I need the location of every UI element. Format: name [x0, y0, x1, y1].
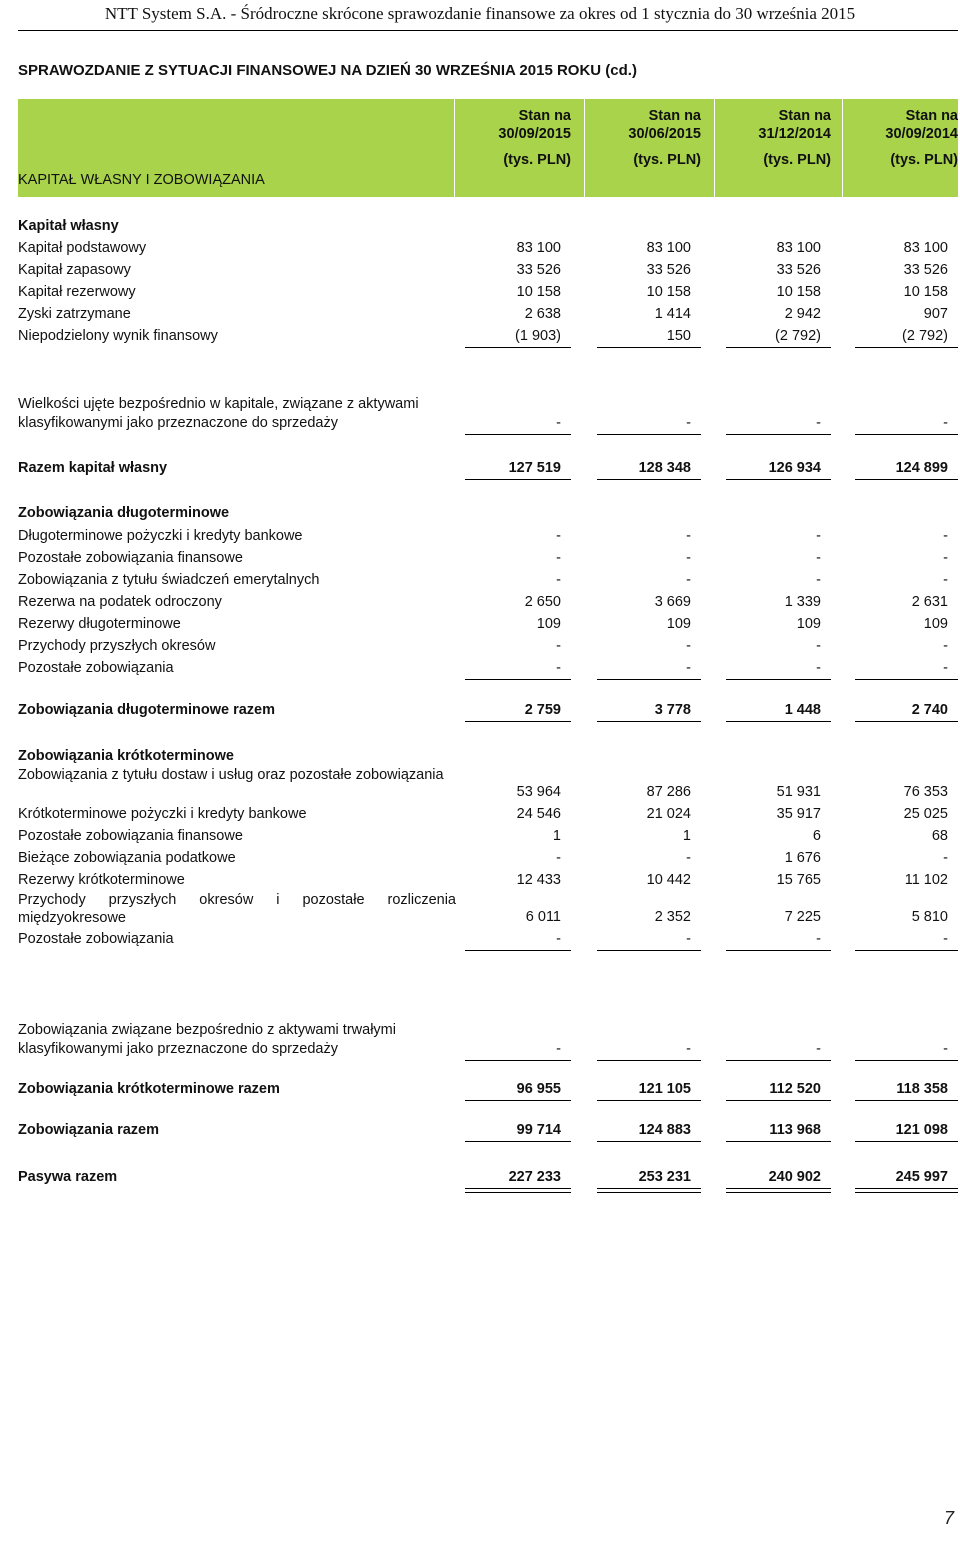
cell-value: 227 233 — [508, 1169, 561, 1185]
row-label: Zobowiązania z tytułu świadczeń emerytalnych — [18, 572, 320, 588]
column-header — [848, 107, 958, 168]
row-label: Zyski zatrzymane — [18, 306, 131, 322]
section-heading: Zobowiązania krótkoterminowe — [18, 748, 234, 764]
cell-value: (1 903) — [515, 328, 561, 344]
total-double-underline — [597, 1188, 701, 1193]
cell-value: 87 286 — [646, 784, 691, 800]
section-heading: Razem kapitał własny — [18, 460, 168, 476]
cell-value: - — [943, 931, 948, 947]
cell-value: - — [686, 850, 691, 866]
column-divider — [842, 99, 843, 197]
cell-value: (2 792) — [775, 328, 821, 344]
cell-value: 126 934 — [768, 460, 821, 476]
row-label-continued: klasyfikowanymi jako przeznaczone do sprzedaży — [18, 1041, 338, 1057]
cell-value: 24 546 — [516, 806, 561, 822]
cell-value: - — [943, 528, 948, 544]
column-header — [591, 107, 701, 168]
cell-value: 33 526 — [646, 262, 691, 278]
subtotal-underline — [726, 479, 831, 480]
row-label: Przychody przyszłych okresów — [18, 638, 216, 654]
subtotal-underline — [597, 950, 701, 951]
row-label: Zobowiązania związane bezpośrednio z aktywami trwałymi — [18, 1022, 396, 1038]
section-heading: Zobowiązania krótkoterminowe razem — [18, 1081, 280, 1097]
cell-value: - — [556, 638, 561, 654]
subtotal-underline — [465, 721, 571, 722]
section-heading: Kapitał własny — [18, 218, 119, 234]
cell-value: 112 520 — [769, 1081, 821, 1097]
cell-value: - — [816, 931, 821, 947]
subtotal-underline — [465, 950, 571, 951]
cell-value: - — [686, 572, 691, 588]
column-header-line: 31/12/2014 — [758, 126, 831, 142]
cell-value: 83 100 — [516, 240, 561, 256]
row-label: Długoterminowe pożyczki i kredyty bankowe — [18, 528, 303, 544]
cell-value: 3 669 — [654, 594, 691, 610]
column-header-line: 30/09/2014 — [885, 126, 958, 142]
cell-value: 1 — [682, 828, 691, 844]
subtotal-underline — [465, 679, 571, 680]
cell-value: 2 631 — [911, 594, 948, 610]
subtotal-underline — [465, 1141, 571, 1142]
cell-value: - — [816, 572, 821, 588]
cell-value: - — [943, 638, 948, 654]
cell-value: 2 650 — [524, 594, 561, 610]
cell-value: 25 025 — [903, 806, 948, 822]
cell-value: 53 964 — [516, 784, 561, 800]
cell-value: 124 899 — [895, 460, 948, 476]
cell-value: 10 158 — [903, 284, 948, 300]
cell-value: 35 917 — [776, 806, 821, 822]
subtotal-underline — [726, 1100, 831, 1101]
subtotal-underline — [855, 950, 958, 951]
cell-value: 6 011 — [525, 909, 561, 925]
cell-value: 127 519 — [508, 460, 561, 476]
section-heading: Zobowiązania długoterminowe — [18, 505, 230, 521]
column-divider — [584, 99, 585, 197]
cell-value: 10 158 — [776, 284, 821, 300]
row-label: Pozostałe zobowiązania finansowe — [18, 550, 243, 566]
subtotal-underline — [597, 679, 701, 680]
cell-value: 33 526 — [903, 262, 948, 278]
cell-value: - — [556, 572, 561, 588]
cell-value: 2 759 — [524, 702, 561, 718]
subtotal-underline — [726, 721, 831, 722]
cell-value: 150 — [666, 328, 691, 344]
row-label: Niepodzielony wynik finansowy — [18, 328, 218, 344]
subtotal-underline — [855, 479, 958, 480]
cell-value: 3 778 — [654, 702, 691, 718]
cell-value: - — [686, 1041, 691, 1057]
row-label: Rezerwa na podatek odroczony — [18, 594, 222, 610]
cell-value: - — [686, 638, 691, 654]
row-label: Kapitał rezerwowy — [18, 284, 136, 300]
cell-value: 83 100 — [646, 240, 691, 256]
cell-value: 76 353 — [903, 784, 948, 800]
cell-value: - — [556, 1041, 561, 1057]
subtotal-underline — [465, 347, 571, 348]
column-divider — [454, 99, 455, 197]
cell-value: 128 348 — [638, 460, 691, 476]
cell-value: - — [816, 415, 821, 431]
cell-value: 240 902 — [768, 1169, 821, 1185]
column-header-unit: (tys. PLN) — [633, 152, 701, 168]
cell-value: - — [816, 528, 821, 544]
cell-value: 124 883 — [638, 1122, 691, 1138]
cell-value: 68 — [931, 828, 948, 844]
cell-value: 6 — [812, 828, 821, 844]
cell-value: 245 997 — [895, 1169, 948, 1185]
subtotal-underline — [465, 434, 571, 435]
subtotal-underline — [597, 1141, 701, 1142]
subtotal-underline — [726, 347, 831, 348]
cell-value: 21 024 — [646, 806, 691, 822]
cell-value: 109 — [666, 616, 691, 632]
cell-value: - — [816, 1041, 821, 1057]
cell-value: - — [943, 572, 948, 588]
cell-value: 2 740 — [911, 702, 948, 718]
cell-value: 253 231 — [638, 1169, 691, 1185]
column-divider — [714, 99, 715, 197]
cell-value: 99 714 — [516, 1122, 561, 1138]
row-label: Wielkości ujęte bezpośrednio w kapitale, związane z aktywami — [18, 396, 419, 412]
column-header — [721, 107, 831, 168]
cell-value: - — [686, 550, 691, 566]
row-label: Pozostałe zobowiązania — [18, 931, 174, 947]
cell-value: 1 676 — [784, 850, 821, 866]
cell-value: 10 158 — [646, 284, 691, 300]
subtotal-underline — [597, 721, 701, 722]
row-label: Krótkoterminowe pożyczki i kredyty bankowe — [18, 806, 307, 822]
section-heading: Pasywa razem — [18, 1169, 118, 1185]
section-label: KAPITAŁ WŁASNY I ZOBOWIĄZANIA — [18, 172, 265, 188]
cell-value: - — [816, 550, 821, 566]
row-label: Pozostałe zobowiązania finansowe — [18, 828, 243, 844]
column-header-unit: (tys. PLN) — [503, 152, 571, 168]
row-label: Przychody przyszłych okresów i pozostałe rozliczenia międzyokresowe — [18, 892, 456, 926]
row-label: Kapitał zapasowy — [18, 262, 131, 278]
cell-value: 83 100 — [776, 240, 821, 256]
cell-value: 1 339 — [784, 594, 821, 610]
column-header-unit: (tys. PLN) — [890, 152, 958, 168]
total-double-underline — [726, 1188, 831, 1193]
column-header-line: 30/06/2015 — [628, 126, 701, 142]
subtotal-underline — [855, 1060, 958, 1061]
subtotal-underline — [855, 434, 958, 435]
row-label: Bieżące zobowiązania podatkowe — [18, 850, 236, 866]
cell-value: 33 526 — [776, 262, 821, 278]
statement-title: SPRAWOZDANIE Z SYTUACJI FINANSOWEJ NA DZIEŃ 30 WRZEŚNIA 2015 ROKU (cd.) — [18, 62, 637, 79]
cell-value: - — [686, 660, 691, 676]
subtotal-underline — [465, 1100, 571, 1101]
column-header-line: Stan na — [648, 108, 701, 124]
cell-value: 2 638 — [524, 306, 561, 322]
cell-value: 2 352 — [654, 909, 691, 925]
cell-value: - — [556, 415, 561, 431]
row-label: Kapitał podstawowy — [18, 240, 147, 256]
cell-value: 118 358 — [896, 1081, 948, 1097]
subtotal-underline — [855, 1141, 958, 1142]
cell-value: 1 448 — [784, 702, 821, 718]
row-label: Rezerwy krótkoterminowe — [18, 872, 185, 888]
cell-value: 7 225 — [784, 909, 821, 925]
cell-value: 96 955 — [516, 1081, 561, 1097]
subtotal-underline — [855, 347, 958, 348]
column-header-line: Stan na — [518, 108, 571, 124]
subtotal-underline — [465, 479, 571, 480]
cell-value: - — [556, 528, 561, 544]
row-label: Pozostałe zobowiązania — [18, 660, 174, 676]
column-header-unit: (tys. PLN) — [763, 152, 831, 168]
cell-value: 113 968 — [769, 1122, 821, 1138]
subtotal-underline — [855, 1100, 958, 1101]
cell-value: 907 — [923, 306, 948, 322]
cell-value: 121 105 — [638, 1081, 691, 1097]
cell-value: 109 — [796, 616, 821, 632]
cell-value: 1 — [552, 828, 561, 844]
subtotal-underline — [855, 679, 958, 680]
subtotal-underline — [855, 721, 958, 722]
subtotal-underline — [726, 434, 831, 435]
cell-value: 33 526 — [516, 262, 561, 278]
subtotal-underline — [597, 1100, 701, 1101]
subtotal-underline — [726, 679, 831, 680]
header-divider — [18, 30, 958, 31]
cell-value: - — [686, 931, 691, 947]
subtotal-underline — [597, 1060, 701, 1061]
subtotal-underline — [597, 434, 701, 435]
row-label-continued: klasyfikowanymi jako przeznaczone do sprzedaży — [18, 415, 338, 431]
row-label: Zobowiązania z tytułu dostaw i usług oraz pozostałe zobowiązania — [18, 767, 444, 783]
subtotal-underline — [726, 1141, 831, 1142]
cell-value: 10 158 — [516, 284, 561, 300]
cell-value: - — [943, 550, 948, 566]
cell-value: 11 102 — [904, 872, 948, 888]
column-header-line: Stan na — [778, 108, 831, 124]
cell-value: - — [556, 850, 561, 866]
cell-value: - — [556, 550, 561, 566]
cell-value: 12 433 — [516, 872, 561, 888]
subtotal-underline — [465, 1060, 571, 1061]
subtotal-underline — [726, 1060, 831, 1061]
cell-value: 51 931 — [776, 784, 821, 800]
section-heading: Zobowiązania długoterminowe razem — [18, 702, 276, 718]
cell-value: 2 942 — [784, 306, 821, 322]
subtotal-underline — [726, 950, 831, 951]
cell-value: - — [943, 850, 948, 866]
page-number: 7 — [943, 1508, 954, 1528]
cell-value: - — [556, 931, 561, 947]
cell-value: 121 098 — [895, 1122, 948, 1138]
cell-value: - — [816, 660, 821, 676]
cell-value: - — [686, 415, 691, 431]
cell-value: 10 442 — [646, 872, 691, 888]
cell-value: 5 810 — [911, 909, 948, 925]
cell-value: 109 — [923, 616, 948, 632]
cell-value: - — [943, 1041, 948, 1057]
cell-value: - — [943, 660, 948, 676]
total-double-underline — [465, 1188, 571, 1193]
section-heading: Zobowiązania razem — [18, 1122, 160, 1138]
cell-value: 15 765 — [776, 872, 821, 888]
cell-value: 83 100 — [903, 240, 948, 256]
cell-value: (2 792) — [902, 328, 948, 344]
cell-value: 1 414 — [654, 306, 691, 322]
report-header: NTT System S.A. - Śródroczne skrócone sprawozdanie finansowe za okres od 1 stycznia do 30 września 2015 — [104, 4, 856, 23]
subtotal-underline — [597, 347, 701, 348]
column-header-line: 30/09/2015 — [498, 126, 571, 142]
row-label: Rezerwy długoterminowe — [18, 616, 181, 632]
subtotal-underline — [597, 479, 701, 480]
cell-value: - — [556, 660, 561, 676]
total-double-underline — [855, 1188, 958, 1193]
cell-value: - — [816, 638, 821, 654]
column-header — [461, 107, 571, 168]
cell-value: - — [686, 528, 691, 544]
cell-value: - — [943, 415, 948, 431]
column-header-line: Stan na — [905, 108, 958, 124]
cell-value: 109 — [536, 616, 561, 632]
